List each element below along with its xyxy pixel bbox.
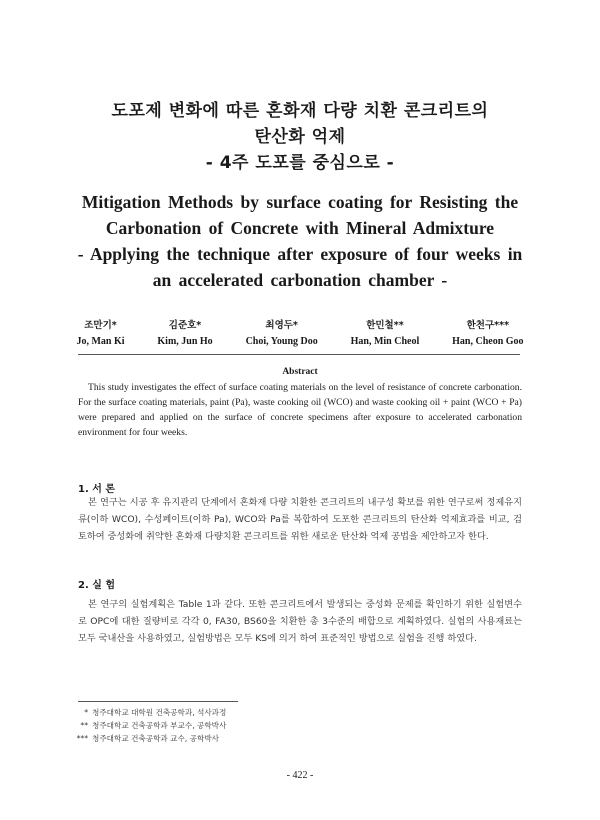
abstract-text: This study investigates the effect of surface coating materials on the level of resistance of concrete carbonation. For the surface coating materials, paint (Pa), waste cooking oil (WCO) and waste cooking oil + paint (WCO + Pa) were prepared and applied on the surface of concrete specimens after exposure to accelerated carbonation environment for four weeks. (78, 382, 522, 438)
footnote-divider (78, 701, 238, 702)
footnote (68, 706, 226, 719)
section-body-introduction: 본 연구는 시공 후 유지관리 단계에서 혼화재 다량 치환한 콘크리트의 내구성 확보를 위한 연구로써 정제유지류(이하 WCO), 수성페이트(이하 Pa), WCO와 Pa를 복합하여 도포한 콘크리트의 탄산화 억제효과를 비교, 검토하여 중성화에 취약한 혼화재 다량치환 콘크리트를 위한 새로운 탄산화 억제 공법을 제안하고자 한다. (78, 497, 522, 542)
section-body-experiment: 본 연구의 실험계획은 Table 1과 같다. 또한 콘크리트에서 발생되는 중성화 문제를 확인하기 위한 실험변수로 OPC에 대한 질량비로 각각 0, FA30, BS60을 치환한 총 3수준의 배합으로 계획하였다. 실험의 사용재료는 모두 국내산을 사용하였고, 실험방법은 모두 KS에 의거 하여 표준적인 방법으로 실험을 진행 하였다. (78, 599, 522, 644)
author-name-korean: 김준호* (168, 320, 202, 331)
page-number: - 422 - (286, 770, 314, 781)
author (351, 318, 420, 350)
abstract-heading: Abstract (282, 367, 318, 377)
korean-subtitle: - 4주 도포를 중심으로 - (205, 153, 395, 173)
author (76, 318, 124, 350)
author-name-korean: 최영두* (265, 320, 298, 331)
footnote-mark: * (84, 708, 88, 717)
author-list (60, 318, 540, 350)
korean-title-line-1: 도포제 변화에 따른 혼화재 다량 치환 콘크리트의 (111, 101, 489, 121)
english-subtitle-line-2: an accelerated carbonation chamber - (152, 270, 448, 290)
author-name-korean: 한민철** (366, 320, 404, 331)
header-divider (78, 354, 520, 355)
author-name-korean: 조만기* (84, 320, 117, 331)
footnote (68, 719, 226, 732)
footnote-text: 청주대학교 건축공학과 교수, 공학박사 (92, 734, 220, 743)
section-heading-introduction: 1. 서 론 (78, 484, 116, 495)
author-name-english: Han, Cheon Goo (452, 336, 524, 347)
author-name-english: Choi, Young Doo (245, 336, 318, 347)
english-title-line-2: Carbonation of Concrete with Mineral Admixture (105, 218, 495, 238)
english-title-line-1: Mitigation Methods by surface coating for Resisting the (81, 192, 519, 212)
author (157, 318, 212, 350)
korean-title-line-2: 탄산화 억제 (254, 127, 346, 147)
footnote-text: 청주대학교 대학원 건축공학과, 석사과정 (92, 708, 227, 717)
footnote (68, 732, 219, 745)
author-name-korean: 한천구*** (466, 320, 510, 331)
author-name-english: Kim, Jun Ho (157, 336, 213, 347)
footnote-text: 청주대학교 건축공학과 부교수, 공학박사 (92, 721, 227, 730)
section-heading-experiment: 2. 실 험 (78, 580, 116, 591)
author (246, 318, 318, 350)
author-name-english: Jo, Man Ki (76, 336, 125, 347)
english-subtitle-line-1: - Applying the technique after exposure of four weeks in (77, 244, 523, 264)
author-name-english: Han, Min Cheol (350, 336, 420, 347)
author (452, 318, 523, 350)
footnote-mark: ** (80, 721, 88, 730)
footnote-mark: *** (76, 734, 88, 743)
